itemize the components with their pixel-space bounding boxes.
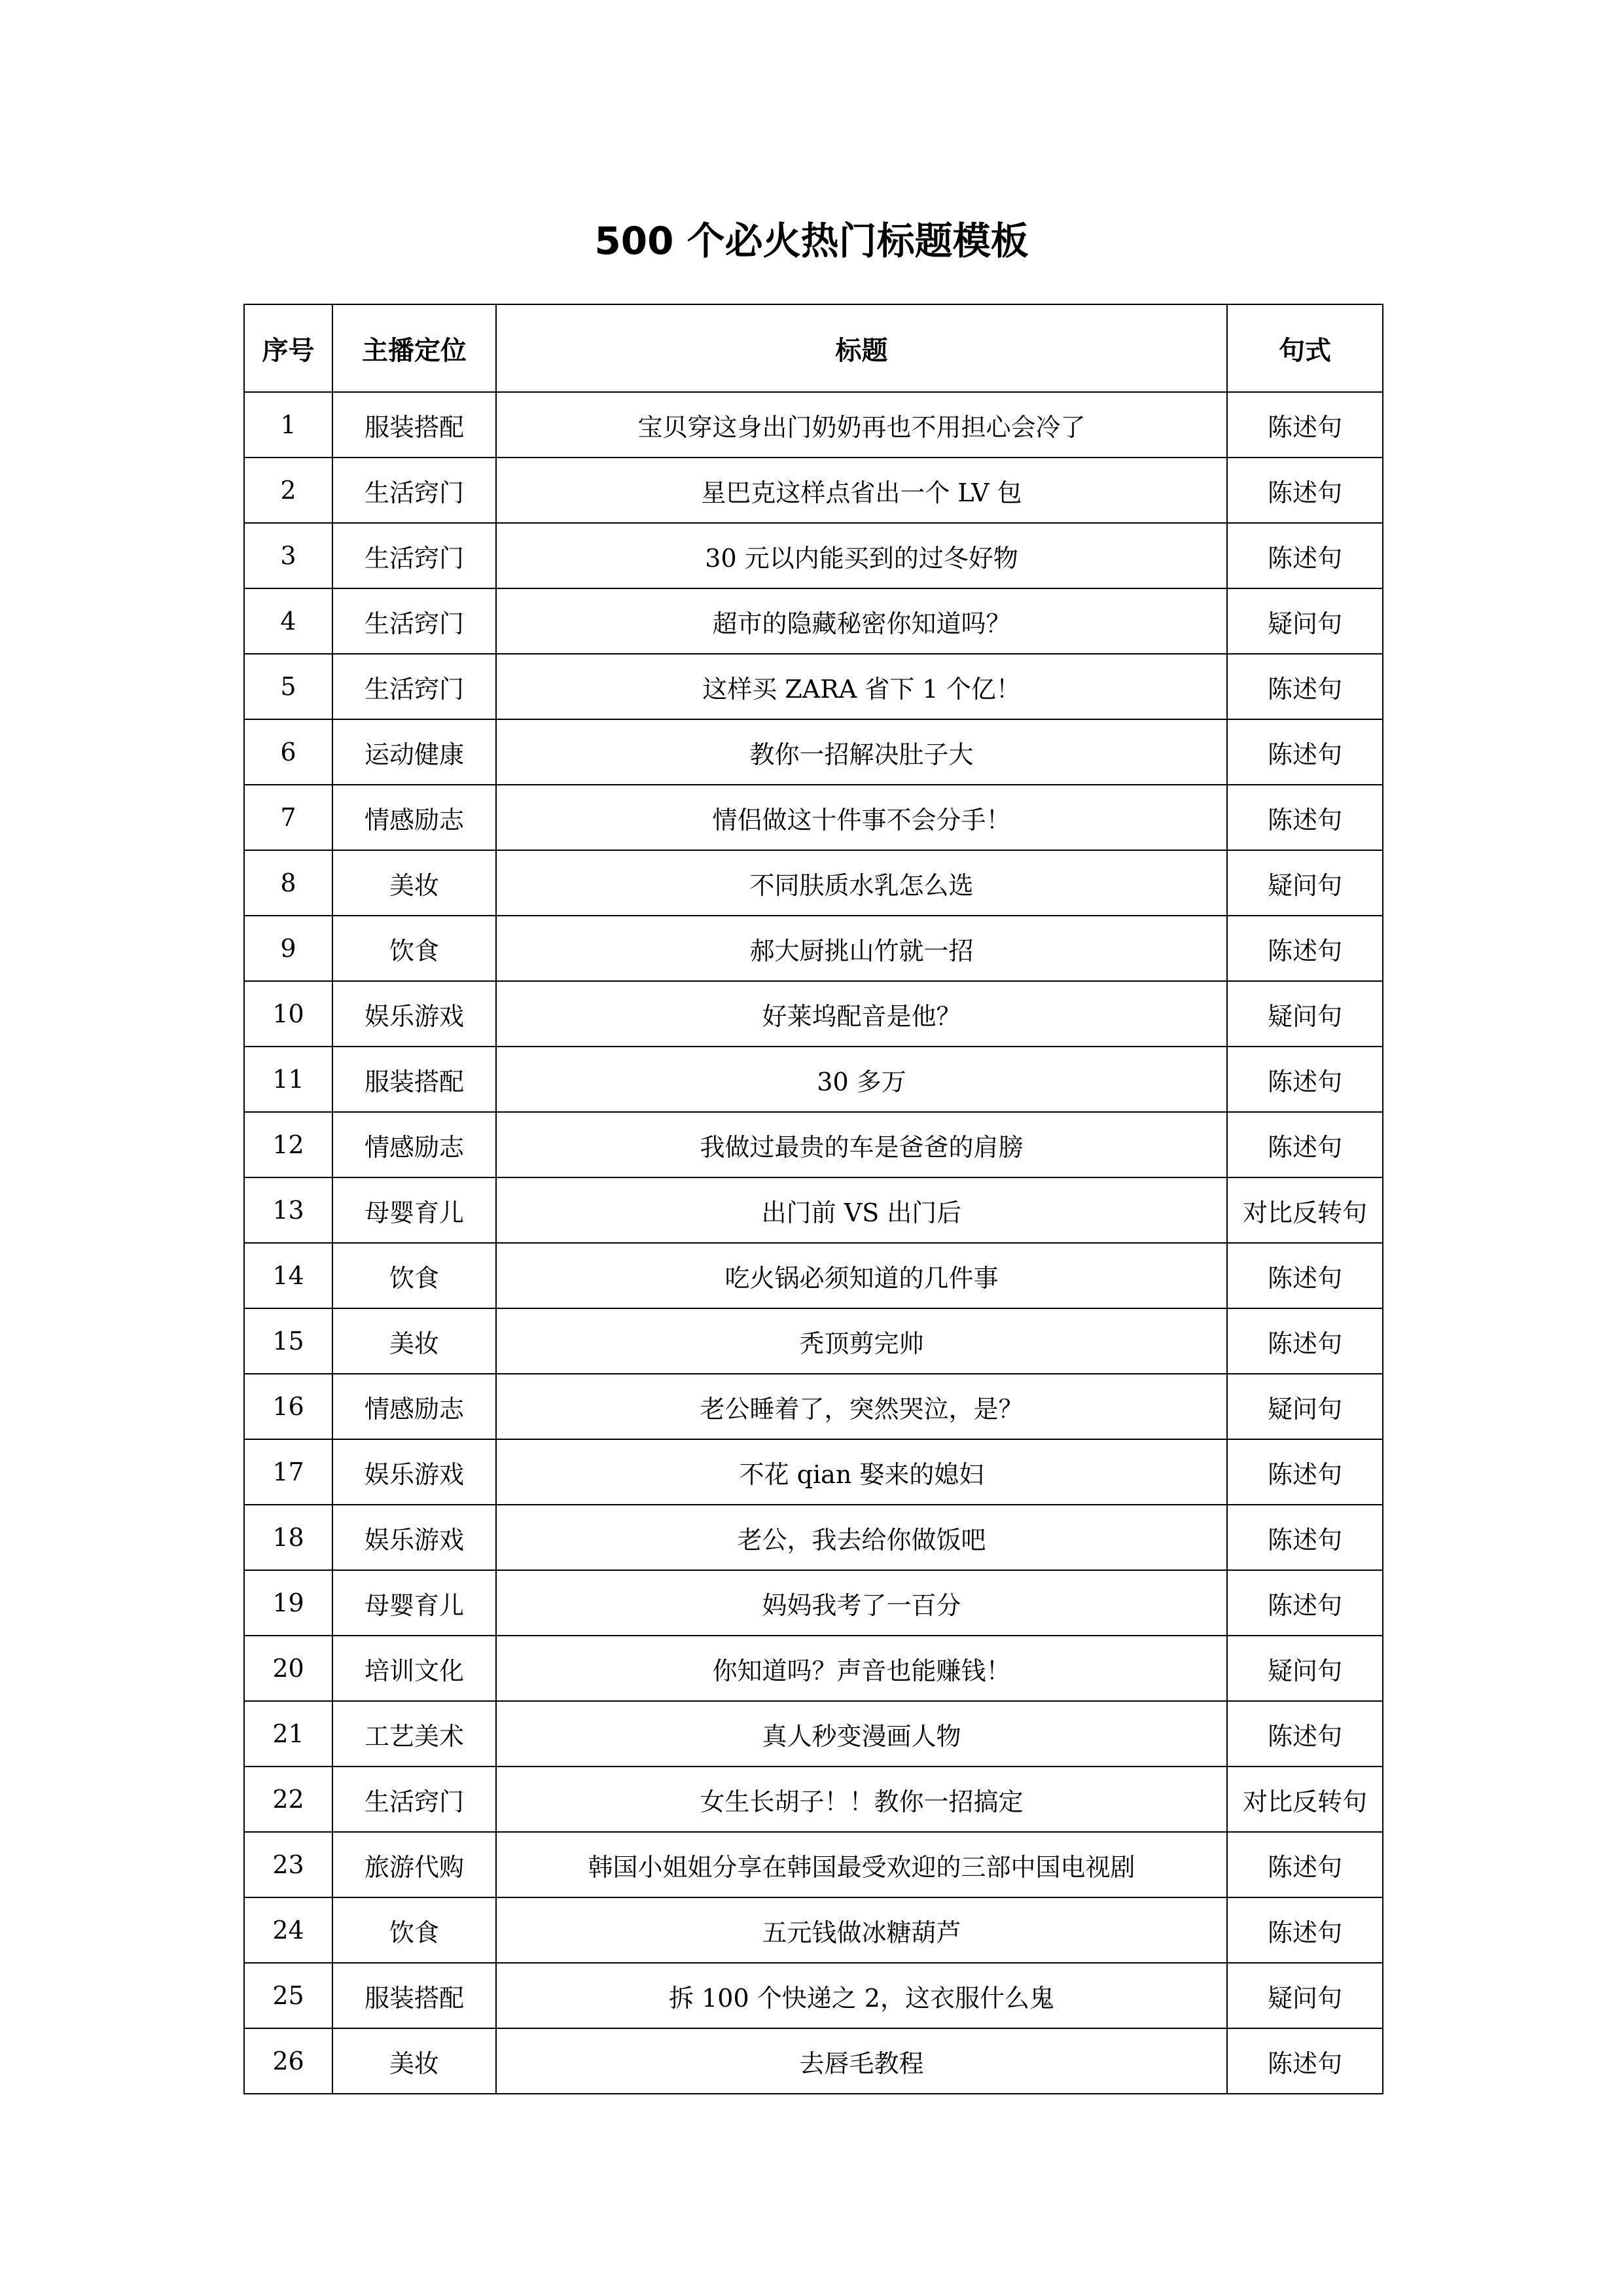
row-number-cell: 21 <box>244 1701 332 1767</box>
table-row <box>244 1963 1383 2028</box>
row-number-cell: 19 <box>244 1570 332 1636</box>
header-sentence-type: 句式 <box>1227 304 1383 392</box>
table-row <box>244 719 1383 785</box>
anchor-position-cell: 饮食 <box>332 916 496 981</box>
anchor-position-cell: 生活窍门 <box>332 588 496 654</box>
row-number-cell: 25 <box>244 1963 332 2028</box>
anchor-position-cell: 情感励志 <box>332 1374 496 1439</box>
sentence-type-cell: 疑问句 <box>1227 850 1383 916</box>
table-row <box>244 457 1383 523</box>
sentence-type-cell: 陈述句 <box>1227 916 1383 981</box>
row-number-cell: 22 <box>244 1767 332 1832</box>
anchor-position-cell: 服装搭配 <box>332 1963 496 2028</box>
anchor-position-cell: 生活窍门 <box>332 457 496 523</box>
row-number-cell: 3 <box>244 523 332 588</box>
title-cell: 五元钱做冰糖葫芦 <box>496 1897 1227 1963</box>
row-number-cell: 15 <box>244 1308 332 1374</box>
title-cell: 秃顶剪完帅 <box>496 1308 1227 1374</box>
sentence-type-cell: 陈述句 <box>1227 1439 1383 1505</box>
table-header <box>244 304 1383 392</box>
anchor-position-cell: 美妆 <box>332 1308 496 1374</box>
row-number-cell: 13 <box>244 1177 332 1243</box>
title-cell: 韩国小姐姐分享在韩国最受欢迎的三部中国电视剧 <box>496 1832 1227 1897</box>
title-cell: 超市的隐藏秘密你知道吗？ <box>496 588 1227 654</box>
table-row <box>244 916 1383 981</box>
table-row <box>244 1177 1383 1243</box>
title-cell: 30 多万 <box>496 1047 1227 1112</box>
anchor-position-cell: 情感励志 <box>332 1112 496 1177</box>
row-number-cell: 20 <box>244 1636 332 1701</box>
sentence-type-cell: 疑问句 <box>1227 1636 1383 1701</box>
sentence-type-cell: 对比反转句 <box>1227 1177 1383 1243</box>
table-body <box>244 392 1383 2094</box>
row-number-cell: 5 <box>244 654 332 719</box>
title-cell: 情侣做这十件事不会分手！ <box>496 785 1227 850</box>
title-cell: 宝贝穿这身出门奶奶再也不用担心会冷了 <box>496 392 1227 457</box>
title-cell: 拆 100 个快递之 2，这衣服什么鬼 <box>496 1963 1227 2028</box>
table-row <box>244 981 1383 1047</box>
anchor-position-cell: 饮食 <box>332 1897 496 1963</box>
row-number-cell: 4 <box>244 588 332 654</box>
title-cell: 女生长胡子！！教你一招搞定 <box>496 1767 1227 1832</box>
row-number-cell: 7 <box>244 785 332 850</box>
title-cell: 真人秒变漫画人物 <box>496 1701 1227 1767</box>
row-number-cell: 6 <box>244 719 332 785</box>
title-cell: 你知道吗？声音也能赚钱！ <box>496 1636 1227 1701</box>
table-row <box>244 1439 1383 1505</box>
title-cell: 这样买 ZARA 省下 1 个亿！ <box>496 654 1227 719</box>
sentence-type-cell: 陈述句 <box>1227 654 1383 719</box>
row-number-cell: 11 <box>244 1047 332 1112</box>
table-row <box>244 523 1383 588</box>
title-cell: 不花 qian 娶来的媳妇 <box>496 1439 1227 1505</box>
anchor-position-cell: 运动健康 <box>332 719 496 785</box>
title-cell: 我做过最贵的车是爸爸的肩膀 <box>496 1112 1227 1177</box>
anchor-position-cell: 娱乐游戏 <box>332 981 496 1047</box>
anchor-position-cell: 母婴育儿 <box>332 1177 496 1243</box>
anchor-position-cell: 培训文化 <box>332 1636 496 1701</box>
row-number-cell: 18 <box>244 1505 332 1570</box>
anchor-position-cell: 美妆 <box>332 850 496 916</box>
title-cell: 老公，我去给你做饭吧 <box>496 1505 1227 1570</box>
table-row <box>244 2028 1383 2094</box>
title-cell: 妈妈我考了一百分 <box>496 1570 1227 1636</box>
title-cell: 出门前 VS 出门后 <box>496 1177 1227 1243</box>
table-row <box>244 1374 1383 1439</box>
title-cell: 吃火锅必须知道的几件事 <box>496 1243 1227 1308</box>
anchor-position-cell: 情感励志 <box>332 785 496 850</box>
anchor-position-cell: 生活窍门 <box>332 1767 496 1832</box>
row-number-cell: 10 <box>244 981 332 1047</box>
sentence-type-cell: 陈述句 <box>1227 1047 1383 1112</box>
table-row <box>244 1308 1383 1374</box>
anchor-position-cell: 旅游代购 <box>332 1832 496 1897</box>
row-number-cell: 1 <box>244 392 332 457</box>
title-cell: 教你一招解决肚子大 <box>496 719 1227 785</box>
document-title: 500 个必火热门标题模板 <box>594 219 1029 263</box>
row-number-cell: 8 <box>244 850 332 916</box>
sentence-type-cell: 疑问句 <box>1227 981 1383 1047</box>
anchor-position-cell: 饮食 <box>332 1243 496 1308</box>
row-number-cell: 24 <box>244 1897 332 1963</box>
title-cell: 老公睡着了，突然哭泣，是？ <box>496 1374 1227 1439</box>
table-row <box>244 785 1383 850</box>
sentence-type-cell: 对比反转句 <box>1227 1767 1383 1832</box>
row-number-cell: 14 <box>244 1243 332 1308</box>
sentence-type-cell: 陈述句 <box>1227 1897 1383 1963</box>
row-number-cell: 9 <box>244 916 332 981</box>
table-row <box>244 1636 1383 1701</box>
title-cell: 30 元以内能买到的过冬好物 <box>496 523 1227 588</box>
row-number-cell: 23 <box>244 1832 332 1897</box>
title-cell: 不同肤质水乳怎么选 <box>496 850 1227 916</box>
title-cell: 去唇毛教程 <box>496 2028 1227 2094</box>
sentence-type-cell: 陈述句 <box>1227 1112 1383 1177</box>
sentence-type-cell: 陈述句 <box>1227 392 1383 457</box>
table-row <box>244 392 1383 457</box>
anchor-position-cell: 工艺美术 <box>332 1701 496 1767</box>
anchor-position-cell: 母婴育儿 <box>332 1570 496 1636</box>
sentence-type-cell: 陈述句 <box>1227 1505 1383 1570</box>
anchor-position-cell: 服装搭配 <box>332 1047 496 1112</box>
anchor-position-cell: 生活窍门 <box>332 523 496 588</box>
header-anchor-position: 主播定位 <box>332 304 496 392</box>
anchor-position-cell: 服装搭配 <box>332 392 496 457</box>
title-template-table <box>243 304 1383 2094</box>
table-row <box>244 1505 1383 1570</box>
sentence-type-cell: 陈述句 <box>1227 1701 1383 1767</box>
sentence-type-cell: 疑问句 <box>1227 588 1383 654</box>
table-row <box>244 1767 1383 1832</box>
sentence-type-cell: 陈述句 <box>1227 1570 1383 1636</box>
header-title: 标题 <box>496 304 1227 392</box>
table-row <box>244 654 1383 719</box>
anchor-position-cell: 生活窍门 <box>332 654 496 719</box>
sentence-type-cell: 陈述句 <box>1227 1832 1383 1897</box>
sentence-type-cell: 陈述句 <box>1227 1243 1383 1308</box>
anchor-position-cell: 娱乐游戏 <box>332 1439 496 1505</box>
sentence-type-cell: 疑问句 <box>1227 1374 1383 1439</box>
table-row <box>244 1832 1383 1897</box>
title-cell: 郝大厨挑山竹就一招 <box>496 916 1227 981</box>
sentence-type-cell: 陈述句 <box>1227 1308 1383 1374</box>
table-row <box>244 1112 1383 1177</box>
row-number-cell: 17 <box>244 1439 332 1505</box>
row-number-cell: 16 <box>244 1374 332 1439</box>
row-number-cell: 12 <box>244 1112 332 1177</box>
sentence-type-cell: 疑问句 <box>1227 1963 1383 2028</box>
table-row <box>244 1243 1383 1308</box>
row-number-cell: 2 <box>244 457 332 523</box>
sentence-type-cell: 陈述句 <box>1227 457 1383 523</box>
table-header-row <box>244 304 1383 392</box>
table-row <box>244 588 1383 654</box>
sentence-type-cell: 陈述句 <box>1227 719 1383 785</box>
table-row <box>244 1047 1383 1112</box>
sentence-type-cell: 陈述句 <box>1227 523 1383 588</box>
table-row <box>244 850 1383 916</box>
table-row <box>244 1570 1383 1636</box>
anchor-position-cell: 娱乐游戏 <box>332 1505 496 1570</box>
anchor-position-cell: 美妆 <box>332 2028 496 2094</box>
title-cell: 好莱坞配音是他？ <box>496 981 1227 1047</box>
title-cell: 星巴克这样点省出一个 LV 包 <box>496 457 1227 523</box>
header-number: 序号 <box>244 304 332 392</box>
sentence-type-cell: 陈述句 <box>1227 2028 1383 2094</box>
row-number-cell: 26 <box>244 2028 332 2094</box>
table-row <box>244 1897 1383 1963</box>
sentence-type-cell: 陈述句 <box>1227 785 1383 850</box>
table-row <box>244 1701 1383 1767</box>
title-template-table-container <box>243 304 1383 2094</box>
